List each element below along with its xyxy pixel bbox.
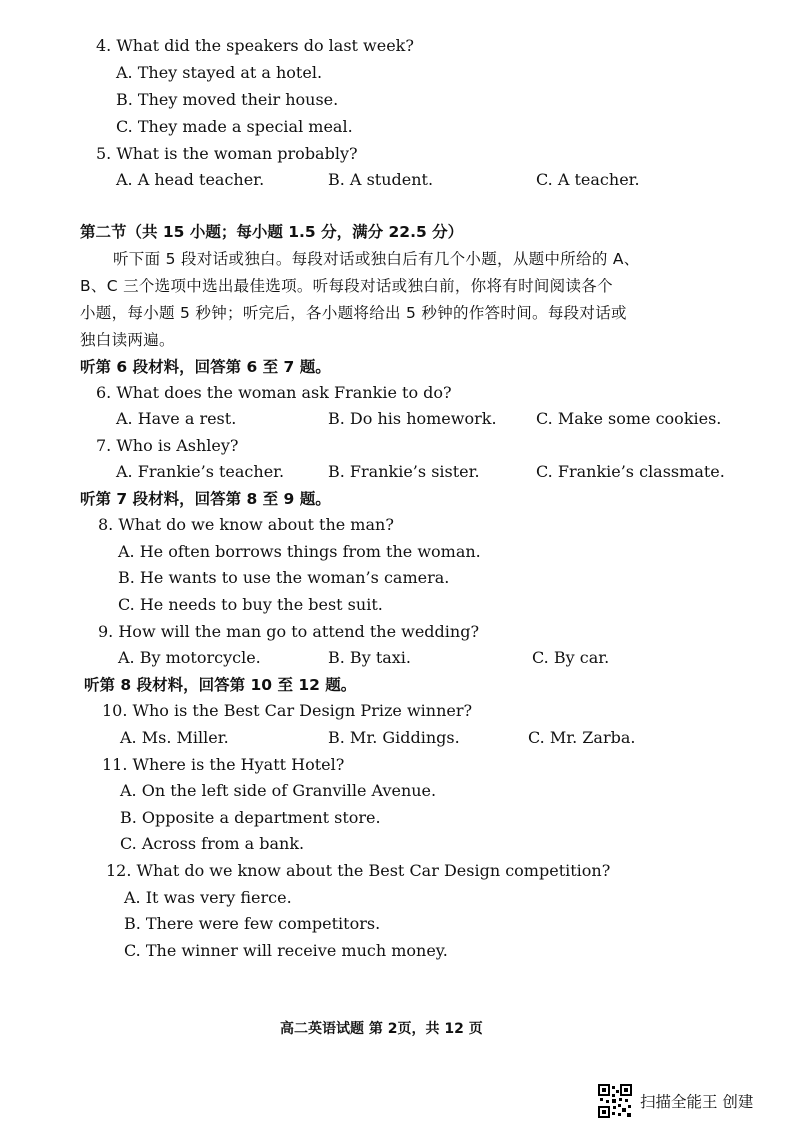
question-7-option-c: C. Frankie’s classmate. xyxy=(536,462,725,481)
material-7-heading: 听第 7 段材料，回答第 8 至 9 题。 xyxy=(80,490,331,508)
question-10-option-c: C. Mr. Zarba. xyxy=(528,728,636,747)
question-4-option-c: C. They made a special meal. xyxy=(116,117,353,136)
question-7-stem: 7. Who is Ashley? xyxy=(96,436,239,455)
question-7-option-a: A. Frankie’s teacher. xyxy=(116,462,285,481)
question-5-option-a: A. A head teacher. xyxy=(116,170,265,189)
qr-code-icon xyxy=(598,1084,632,1118)
material-8-heading: 听第 8 段材料，回答第 10 至 12 题。 xyxy=(84,676,357,694)
question-11-option-a: A. On the left side of Granville Avenue. xyxy=(120,781,437,800)
question-6-option-a: A. Have a rest. xyxy=(116,409,237,428)
question-8-stem: 8. What do we know about the man? xyxy=(98,515,394,534)
question-9-option-c: C. By car. xyxy=(532,648,610,667)
question-7-option-b: B. Frankie’s sister. xyxy=(328,462,480,481)
question-10-option-a: A. Ms. Miller. xyxy=(120,728,229,747)
question-5-option-b: B. A student. xyxy=(328,170,434,189)
question-8-option-c: C. He needs to buy the best suit. xyxy=(118,595,383,614)
question-11-option-b: B. Opposite a department store. xyxy=(120,808,381,827)
question-9-option-a: A. By motorcycle. xyxy=(118,648,261,667)
question-8-option-b: B. He wants to use the woman’s camera. xyxy=(118,568,450,587)
question-10-option-b: B. Mr. Giddings. xyxy=(328,728,460,747)
question-8-option-a: A. He often borrows things from the woman. xyxy=(118,542,481,561)
question-6-stem: 6. What does the woman ask Frankie to do? xyxy=(96,383,452,402)
scanner-watermark xyxy=(598,1084,753,1118)
question-9-option-b: B. By taxi. xyxy=(328,648,412,667)
section-2-heading: 第二节（共 15 小题；每小题 1.5 分，满分 22.5 分） xyxy=(80,223,464,241)
question-5-option-c: C. A teacher. xyxy=(536,170,640,189)
page-footer: 高二英语试题 第 2页，共 12 页 xyxy=(280,1021,483,1037)
question-11-stem: 11. Where is the Hyatt Hotel? xyxy=(102,755,345,774)
section-2-instructions-line-1: 听下面 5 段对话或独白。每段对话或独白后有几个小题，从题中所给的 A、 xyxy=(113,250,640,268)
question-11-option-c: C. Across from a bank. xyxy=(120,834,305,853)
question-10-stem: 10. Who is the Best Car Design Prize winner? xyxy=(102,701,473,720)
scanner-label: 扫描全能王 创建 xyxy=(640,1093,754,1111)
question-12-option-c: C. The winner will receive much money. xyxy=(124,941,448,960)
question-4-stem: 4. What did the speakers do last week? xyxy=(96,36,414,55)
question-9-stem: 9. How will the man go to attend the wedding? xyxy=(98,622,480,641)
question-6-option-c: C. Make some cookies. xyxy=(536,409,722,428)
section-2-instructions-line-3: 小题，每小题 5 秒钟；听完后，各小题将给出 5 秒钟的作答时间。每段对话或 xyxy=(80,304,627,322)
question-6-option-b: B. Do his homework. xyxy=(328,409,497,428)
material-6-heading: 听第 6 段材料，回答第 6 至 7 题。 xyxy=(80,358,331,376)
question-4-option-a: A. They stayed at a hotel. xyxy=(116,63,323,82)
section-2-instructions-line-2: B、C 三个选项中选出最佳选项。听每段对话或独白前，你将有时间阅读各个 xyxy=(80,277,613,295)
question-12-option-a: A. It was very fierce. xyxy=(124,888,292,907)
question-12-option-b: B. There were few competitors. xyxy=(124,914,381,933)
question-5-stem: 5. What is the woman probably? xyxy=(96,144,358,163)
section-2-instructions-line-4: 独白读两遍。 xyxy=(80,331,175,349)
question-12-stem: 12. What do we know about the Best Car Design competition? xyxy=(106,861,611,880)
question-4-option-b: B. They moved their house. xyxy=(116,90,339,109)
